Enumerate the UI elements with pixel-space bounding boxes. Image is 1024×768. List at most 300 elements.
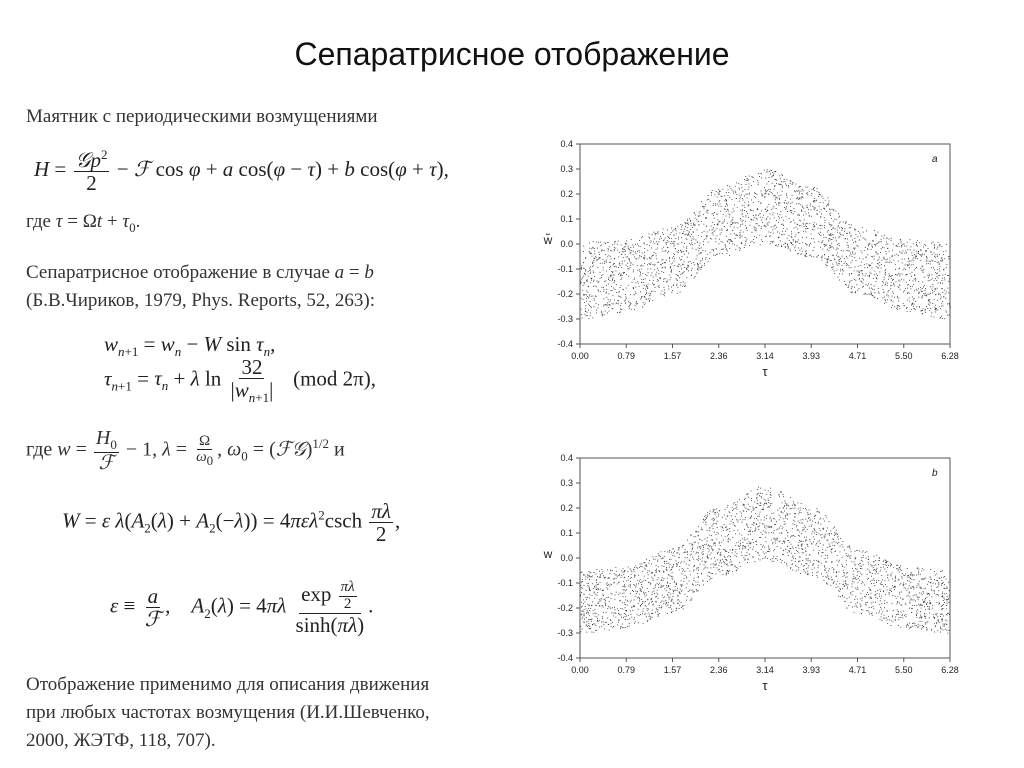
scatter-point: [873, 608, 874, 609]
scatter-point: [711, 573, 712, 574]
scatter-point: [884, 603, 885, 604]
scatter-point: [641, 237, 642, 238]
scatter-point: [699, 213, 700, 214]
scatter-point: [681, 237, 682, 238]
scatter-point: [931, 260, 932, 261]
scatter-point: [883, 561, 884, 562]
scatter-point: [647, 250, 648, 251]
scatter-point: [929, 276, 930, 277]
scatter-point: [668, 605, 669, 606]
scatter-point: [737, 222, 738, 223]
scatter-point: [897, 246, 898, 247]
scatter-point: [812, 572, 813, 573]
scatter-point: [889, 276, 890, 277]
scatter-point: [769, 222, 770, 223]
scatter-point: [882, 584, 883, 585]
scatter-point: [717, 532, 718, 533]
scatter-point: [918, 572, 919, 573]
scatter-point: [697, 269, 698, 270]
scatter-point: [740, 511, 741, 512]
scatter-point: [782, 186, 783, 187]
scatter-point: [931, 629, 932, 630]
scatter-point: [900, 583, 901, 584]
scatter-point: [584, 585, 585, 586]
scatter-point: [751, 219, 752, 220]
scatter-point: [623, 617, 624, 618]
scatter-point: [695, 215, 696, 216]
scatter-point: [719, 191, 720, 192]
scatter-point: [811, 238, 812, 239]
scatter-point: [626, 298, 627, 299]
scatter-point: [731, 190, 732, 191]
scatter-point: [924, 588, 925, 589]
scatter-point: [671, 569, 672, 570]
scatter-point: [903, 583, 904, 584]
scatter-point: [742, 546, 743, 547]
scatter-point: [639, 599, 640, 600]
scatter-point: [878, 259, 879, 260]
scatter-point: [874, 569, 875, 570]
scatter-point: [622, 251, 623, 252]
scatter-point: [667, 551, 668, 552]
scatter-point: [941, 288, 942, 289]
scatter-point: [674, 590, 675, 591]
scatter-point: [737, 553, 738, 554]
scatter-point: [777, 193, 778, 194]
scatter-point: [632, 610, 633, 611]
scatter-point: [584, 575, 585, 576]
scatter-point: [740, 237, 741, 238]
scatter-point: [760, 213, 761, 214]
scatter-point: [947, 596, 948, 597]
scatter-point: [774, 186, 775, 187]
scatter-point: [801, 522, 802, 523]
scatter-point: [916, 615, 917, 616]
scatter-point: [608, 251, 609, 252]
scatter-point: [832, 234, 833, 235]
scatter-point: [631, 617, 632, 618]
scatter-point: [836, 270, 837, 271]
scatter-point: [832, 255, 833, 256]
scatter-point: [582, 617, 583, 618]
closing-line-2: при любых частотах возмущения (И.И.Шевченко,: [26, 702, 430, 723]
scatter-point: [747, 526, 748, 527]
scatter-point: [891, 285, 892, 286]
scatter-point: [922, 599, 923, 600]
scatter-point: [884, 600, 885, 601]
scatter-point: [834, 219, 835, 220]
scatter-point: [707, 254, 708, 255]
scatter-point: [949, 590, 950, 591]
scatter-point: [640, 582, 641, 583]
scatter-point: [607, 256, 608, 257]
scatter-point: [907, 293, 908, 294]
scatter-point: [885, 269, 886, 270]
scatter-point: [918, 293, 919, 294]
scatter-point: [884, 259, 885, 260]
scatter-point: [947, 315, 948, 316]
scatter-point: [584, 273, 585, 274]
scatter-point: [767, 224, 768, 225]
scatter-point: [729, 214, 730, 215]
scatter-point: [633, 591, 634, 592]
scatter-point: [854, 254, 855, 255]
scatter-point: [914, 579, 915, 580]
scatter-point: [875, 234, 876, 235]
scatter-point: [822, 240, 823, 241]
scatter-point: [851, 292, 852, 293]
scatter-point: [910, 311, 911, 312]
scatter-point: [852, 280, 853, 281]
scatter-point: [766, 193, 767, 194]
scatter-point: [935, 289, 936, 290]
scatter-point: [819, 533, 820, 534]
scatter-point: [641, 604, 642, 605]
scatter-point: [804, 571, 805, 572]
scatter-point: [833, 528, 834, 529]
scatter-point: [757, 500, 758, 501]
scatter-point: [945, 629, 946, 630]
scatter-point: [807, 512, 808, 513]
scatter-point: [926, 627, 927, 628]
scatter-point: [733, 191, 734, 192]
scatter-point: [787, 532, 788, 533]
scatter-point: [747, 198, 748, 199]
scatter-point: [700, 263, 701, 264]
scatter-point: [800, 573, 801, 574]
scatter-point: [610, 275, 611, 276]
scatter-point: [893, 587, 894, 588]
scatter-point: [869, 587, 870, 588]
scatter-point: [831, 247, 832, 248]
scatter-point: [585, 314, 586, 315]
scatter-point: [818, 522, 819, 523]
scatter-point: [843, 250, 844, 251]
scatter-point: [715, 514, 716, 515]
scatter-point: [950, 580, 951, 581]
scatter-point: [904, 253, 905, 254]
scatter-point: [878, 253, 879, 254]
scatter-point: [883, 591, 884, 592]
scatter-point: [603, 287, 604, 288]
scatter-point: [917, 258, 918, 259]
scatter-point: [594, 253, 595, 254]
closing-line-1: Отображение применимо для описания движения: [26, 674, 430, 695]
scatter-point: [683, 247, 684, 248]
scatter-point: [756, 237, 757, 238]
scatter-point: [618, 292, 619, 293]
scatter-point: [776, 245, 777, 246]
scatter-point: [799, 556, 800, 557]
scatter-point: [790, 548, 791, 549]
scatter-point: [918, 288, 919, 289]
scatter-point: [795, 536, 796, 537]
scatter-point: [934, 307, 935, 308]
scatter-point: [672, 576, 673, 577]
scatter-point: [586, 590, 587, 591]
scatter-point: [587, 583, 588, 584]
scatter-point: [742, 555, 743, 556]
scatter-point: [747, 562, 748, 563]
scatter-point: [897, 565, 898, 566]
scatter-point: [795, 561, 796, 562]
scatter-point: [732, 230, 733, 231]
scatter-point: [758, 520, 759, 521]
scatter-point: [802, 242, 803, 243]
scatter-point: [795, 241, 796, 242]
scatter-point: [602, 618, 603, 619]
scatter-point: [679, 591, 680, 592]
scatter-point: [765, 178, 766, 179]
scatter-point: [724, 219, 725, 220]
scatter-point: [662, 557, 663, 558]
scatter-point: [791, 231, 792, 232]
scatter-point: [644, 593, 645, 594]
scatter-point: [886, 571, 887, 572]
scatter-point: [942, 260, 943, 261]
scatter-point: [904, 615, 905, 616]
scatter-point: [589, 598, 590, 599]
scatter-point: [779, 233, 780, 234]
scatter-point: [852, 286, 853, 287]
scatter-point: [833, 569, 834, 570]
scatter-point: [931, 279, 932, 280]
scatter-point: [914, 270, 915, 271]
scatter-point: [639, 615, 640, 616]
scatter-point: [618, 256, 619, 257]
scatter-point: [892, 291, 893, 292]
scatter-point: [827, 584, 828, 585]
scatter-point: [628, 276, 629, 277]
scatter-point: [732, 223, 733, 224]
scatter-point: [724, 226, 725, 227]
scatter-point: [918, 574, 919, 575]
scatter-point: [935, 272, 936, 273]
scatter-point: [666, 244, 667, 245]
scatter-point: [816, 575, 817, 576]
scatter-point: [743, 216, 744, 217]
scatter-point: [659, 239, 660, 240]
scatter-point: [804, 219, 805, 220]
scatter-point: [767, 216, 768, 217]
scatter-point: [877, 590, 878, 591]
scatter-point: [849, 232, 850, 233]
scatter-point: [732, 220, 733, 221]
scatter-point: [655, 233, 656, 234]
scatter-point: [725, 209, 726, 210]
scatter-point: [938, 275, 939, 276]
scatter-point: [670, 243, 671, 244]
scatter-point: [736, 234, 737, 235]
scatter-point: [662, 263, 663, 264]
scatter-point: [695, 276, 696, 277]
scatter-point: [594, 586, 595, 587]
scatter-point: [890, 276, 891, 277]
scatter-point: [639, 252, 640, 253]
scatter-point: [827, 249, 828, 250]
scatter-point: [917, 568, 918, 569]
scatter-point: [741, 184, 742, 185]
scatter-point: [856, 284, 857, 285]
scatter-point: [652, 272, 653, 273]
scatter-point: [640, 266, 641, 267]
scatter-point: [801, 253, 802, 254]
scatter-point: [870, 572, 871, 573]
scatter-point: [687, 557, 688, 558]
scatter-point: [706, 544, 707, 545]
scatter-point: [947, 620, 948, 621]
scatter-point: [693, 239, 694, 240]
scatter-point: [622, 275, 623, 276]
scatter-point: [689, 235, 690, 236]
scatter-point: [889, 262, 890, 263]
scatter-point: [913, 586, 914, 587]
scatter-point: [899, 567, 900, 568]
scatter-point: [930, 251, 931, 252]
scatter-point: [601, 598, 602, 599]
scatter-point: [925, 310, 926, 311]
scatter-point: [847, 264, 848, 265]
scatter-point: [906, 282, 907, 283]
scatter-point: [734, 233, 735, 234]
scatter-point: [589, 243, 590, 244]
scatter-point: [624, 584, 625, 585]
scatter-point: [705, 522, 706, 523]
scatter-point: [777, 213, 778, 214]
scatter-point: [665, 278, 666, 279]
scatter-point: [639, 600, 640, 601]
scatter-point: [910, 578, 911, 579]
scatter-point: [676, 563, 677, 564]
scatter-point: [789, 552, 790, 553]
scatter-point: [712, 519, 713, 520]
scatter-point: [789, 240, 790, 241]
scatter-point: [630, 253, 631, 254]
scatter-point: [768, 547, 769, 548]
scatter-point: [803, 215, 804, 216]
scatter-point: [795, 565, 796, 566]
scatter-point: [743, 232, 744, 233]
scatter-point: [594, 300, 595, 301]
scatter-point: [696, 591, 697, 592]
scatter-point: [947, 275, 948, 276]
scatter-point: [897, 297, 898, 298]
scatter-point: [780, 491, 781, 492]
scatter-point: [763, 552, 764, 553]
scatter-point: [793, 239, 794, 240]
scatter-point: [862, 610, 863, 611]
scatter-point: [806, 568, 807, 569]
scatter-point: [707, 516, 708, 517]
scatter-point: [766, 494, 767, 495]
scatter-point: [945, 293, 946, 294]
scatter-point: [725, 536, 726, 537]
scatter-point: [887, 283, 888, 284]
scatter-point: [655, 587, 656, 588]
scatter-point: [759, 555, 760, 556]
scatter-point: [876, 569, 877, 570]
scatter-point: [766, 226, 767, 227]
scatter-point: [925, 598, 926, 599]
scatter-point: [937, 594, 938, 595]
scatter-point: [741, 513, 742, 514]
scatter-point: [917, 585, 918, 586]
scatter-point: [708, 195, 709, 196]
scatter-point: [929, 617, 930, 618]
scatter-point: [712, 232, 713, 233]
scatter-point: [688, 253, 689, 254]
scatter-point: [927, 629, 928, 630]
scatter-point: [713, 215, 714, 216]
scatter-point: [832, 239, 833, 240]
scatter-point: [600, 272, 601, 273]
scatter-point: [603, 612, 604, 613]
scatter-point: [756, 497, 757, 498]
scatter-point: [612, 279, 613, 280]
scatter-point: [857, 587, 858, 588]
scatter-point: [783, 550, 784, 551]
scatter-point: [918, 604, 919, 605]
scatter-point: [782, 554, 783, 555]
scatter-point: [609, 267, 610, 268]
scatter-point: [693, 237, 694, 238]
scatter-point: [764, 193, 765, 194]
scatter-point: [680, 292, 681, 293]
scatter-point: [584, 268, 585, 269]
scatter-point: [911, 253, 912, 254]
scatter-point: [809, 223, 810, 224]
scatter-point: [649, 571, 650, 572]
scatter-point: [821, 213, 822, 214]
scatter-point: [855, 267, 856, 268]
scatter-point: [663, 279, 664, 280]
scatter-point: [671, 228, 672, 229]
scatter-point: [635, 587, 636, 588]
scatter-point: [664, 563, 665, 564]
scatter-point: [806, 558, 807, 559]
scatter-point: [818, 228, 819, 229]
scatter-point: [901, 252, 902, 253]
scatter-point: [829, 201, 830, 202]
scatter-point: [868, 244, 869, 245]
scatter-point: [581, 582, 582, 583]
scatter-point: [842, 265, 843, 266]
scatter-point: [721, 206, 722, 207]
scatter-point: [768, 502, 769, 503]
scatter-point: [613, 288, 614, 289]
scatter-point: [685, 552, 686, 553]
scatter-point: [600, 263, 601, 264]
scatter-point: [776, 227, 777, 228]
scatter-point: [809, 510, 810, 511]
scatter-point: [726, 559, 727, 560]
scatter-point: [930, 582, 931, 583]
scatter-point: [669, 275, 670, 276]
scatter-point: [808, 209, 809, 210]
scatter-point: [891, 278, 892, 279]
scatter-point: [601, 312, 602, 313]
scatter-point: [768, 527, 769, 528]
scatter-point: [688, 222, 689, 223]
scatter-point: [657, 561, 658, 562]
scatter-point: [926, 260, 927, 261]
scatter-point: [678, 275, 679, 276]
scatter-point: [946, 587, 947, 588]
scatter-point: [881, 264, 882, 265]
scatter-point: [727, 209, 728, 210]
scatter-point: [794, 247, 795, 248]
scatter-point: [588, 625, 589, 626]
